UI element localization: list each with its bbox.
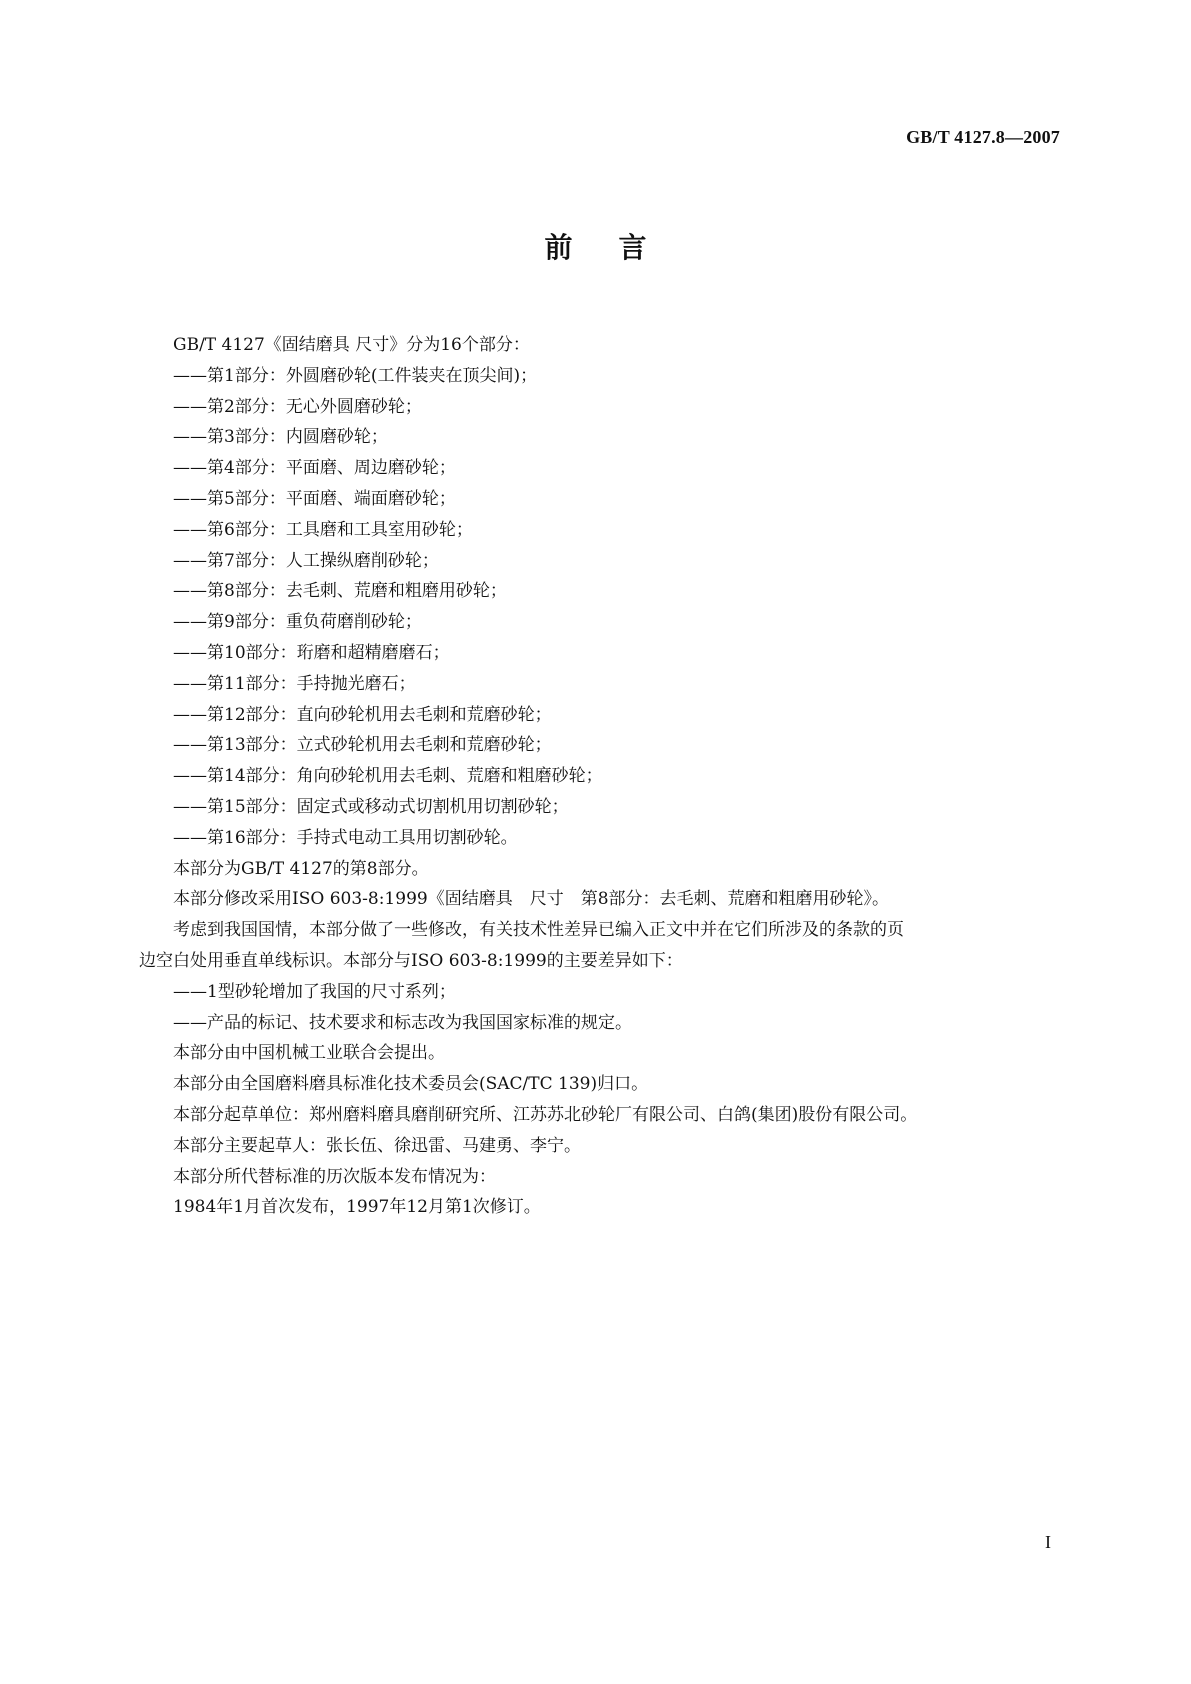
drafters: 本部分主要起草人：张长伍、徐迅雷、马建勇、李宁。: [173, 1135, 581, 1156]
part-item: ——第8部分：去毛刺、荒磨和粗磨用砂轮；: [173, 581, 507, 602]
part-item: ——第1部分：外圆磨砂轮(工件装夹在顶尖间)；: [173, 365, 538, 386]
part-item: ——第14部分：角向砂轮机用去毛刺、荒磨和粗磨砂轮；: [173, 766, 603, 787]
page-title: 前言: [544, 231, 693, 264]
part-item: ——第4部分：平面磨、周边磨砂轮；: [173, 458, 456, 479]
history-intro: 本部分所代替标准的历次版本发布情况为：: [173, 1166, 496, 1187]
part-item: ——第5部分：平面磨、端面磨砂轮；: [173, 488, 456, 509]
part-item: ——第2部分：无心外圆磨砂轮；: [173, 396, 422, 417]
differences-list: [173, 977, 1063, 1039]
part-item: ——第7部分：人工操纵磨削砂轮；: [173, 550, 439, 571]
part-item: ——第13部分：立式砂轮机用去毛刺和荒磨砂轮；: [173, 735, 552, 756]
part-item: ——第9部分：重负荷磨削砂轮；: [173, 612, 422, 633]
intro-line: GB/T 4127《固结磨具 尺寸》分为16个部分：: [173, 335, 530, 355]
part-item: ——第15部分：固定式或移动式切割机用切割砂轮；: [173, 796, 569, 817]
standard-number: GB/T 4127.8—2007: [906, 127, 1060, 147]
part-item: ——第6部分：工具磨和工具室用砂轮；: [173, 519, 473, 540]
page-number: I: [1045, 1532, 1051, 1552]
part-item: ——第11部分：手持抛光磨石；: [173, 673, 416, 694]
part-item: ——第3部分：内圆磨砂轮；: [173, 427, 388, 448]
difference-item: ——1型砂轮增加了我国的尺寸系列；: [173, 981, 456, 1002]
difference-item: ——产品的标记、技术要求和标志改为我国国家标准的规定。: [173, 1012, 632, 1033]
foreword-body: [139, 330, 1063, 1223]
parts-list: [173, 361, 1063, 854]
history: 1984年1月首次发布，1997年12月第1次修订。: [173, 1197, 541, 1218]
drafting-units: 本部分起草单位：郑州磨料磨具磨削研究所、江苏苏北砂轮厂有限公司、白鸽(集团)股份有限公司。: [173, 1104, 918, 1125]
adoption-statement: 本部分修改采用ISO 603-8:1999《固结磨具 尺寸 第8部分：去毛刺、荒磨和粗磨用砂轮》。: [173, 889, 890, 910]
differences-intro-line-2: 边空白处用垂直单线标识。本部分与ISO 603-8:1999的主要差异如下：: [139, 950, 683, 971]
part-statement: 本部分为GB/T 4127的第8部分。: [173, 858, 429, 879]
part-item: ——第12部分：直向砂轮机用去毛刺和荒磨砂轮；: [173, 704, 552, 725]
proposed-by: 本部分由中国机械工业联合会提出。: [173, 1043, 445, 1064]
part-item: ——第10部分：珩磨和超精磨磨石；: [173, 642, 450, 663]
differences-intro-line-1: 考虑到我国国情，本部分做了一些修改，有关技术性差异已编入正文中并在它们所涉及的条款的页: [173, 920, 904, 941]
part-item: ——第16部分：手持式电动工具用切割砂轮。: [173, 827, 518, 848]
centralized-by: 本部分由全国磨料磨具标准化技术委员会(SAC/TC 139)归口。: [173, 1074, 649, 1095]
